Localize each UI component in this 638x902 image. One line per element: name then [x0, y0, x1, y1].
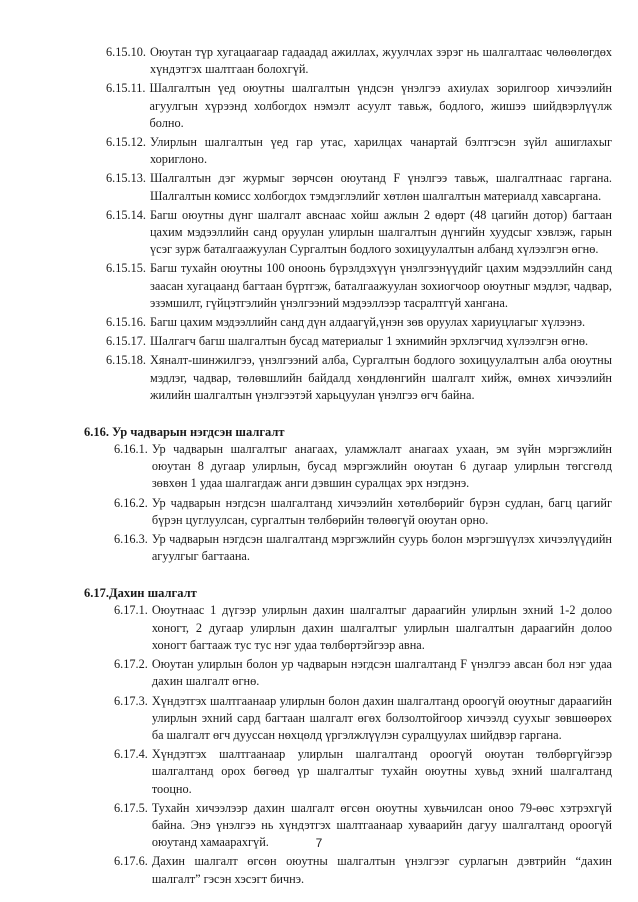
item-number: 6.16.2. [114, 495, 148, 510]
item-text: Оюутан улирлын болон ур чадварын нэгдсэн шалгалтанд F үнэлгээ авсан бол нэг удаа дахин шалгалт өгнө. [151, 657, 612, 689]
list-item [92, 746, 612, 798]
item-number: 6.17.6. [114, 854, 148, 869]
section-6-15-continued [92, 44, 612, 404]
item-text: Хүндэтгэх шалтгаанаар улирлын болон дахин шалгалтанд ороогүй оюутныг дараагийн улирлын эхний сард багтаан шалгалт өгөх болзолтойгоор хичээлд суухыг зөвшөөрөх ба шалгалт өгч дууссан нөхцөлд үргэлжлүүлэн суралцуулах шийдвэр гаргана. [151, 693, 612, 742]
item-number: 6.17.5. [114, 800, 148, 815]
item-text: Хяналт-шинжилгээ, үнэлгээний алба, Сургалтын бодлого зохицуулалтын алба оюутны мэдлэг, чадвар, төлөвшлийн байдалд хөндлөнгийн шалгалт хийж, өмнөх хичээлийн жилийн шалгалтын үнэлгээтэй харьцуулан үнэлгээ өгч байна. [149, 353, 612, 402]
list-item [92, 656, 612, 690]
section-gap [92, 406, 612, 424]
list-item [92, 495, 612, 529]
list-item [92, 693, 612, 745]
section-heading-6-16: 6.16. Ур чадварын нэгдсэн шалгалт [84, 425, 285, 440]
page-content [84, 44, 612, 890]
item-number: 6.17.3. [114, 693, 148, 708]
item-text: Шалгалтын дэг журмыг зөрчсөн оюутанд F үнэлгээ тавьж, шалгалтнаас гаргана. Шалгалтын комисс холбогдох тэмдэглэлийг хөтлөн шалгалтын материалд хавсаргана. [149, 171, 612, 203]
section-gap [92, 567, 612, 585]
item-number: 6.15.12. [106, 135, 146, 150]
item-text: Ур чадварын шалгалтыг анагаах, уламжлалт анагаах ухаан, эм зүйн мэргэжлийн оюутан 8 дугаар улирлын, бусад мэргэжлийн оюутан 6 дугаар улирлын төгсгөлд зөвхөн 1 удаа шалгагдаж анги дэвшин суралцах эрх нэгдэнэ. [151, 442, 612, 491]
item-number: 6.15.15. [106, 261, 146, 276]
list-item [92, 170, 612, 204]
item-text: Оюутнаас 1 дүгээр улирлын дахин шалгалтыг дараагийн улирлын эхний 1-2 долоо хоногт, 2 дугаар улирлын дахин шалгалтыг улирлын шалгалтын дараагийн долоо хоногт багтааж тус тус нэг удаа төлбөртэйгээр авна. [151, 603, 612, 652]
page-number: 7 [315, 836, 323, 850]
item-number: 6.15.16. [106, 315, 146, 330]
item-number: 6.15.13. [106, 171, 146, 186]
list-item [92, 260, 612, 312]
item-number: 6.17.1. [114, 603, 148, 618]
section-heading-6-17: 6.17.Дахин шалгалт [84, 586, 197, 601]
item-text: Багш цахим мэдээллийн санд дүн алдаагүй,үнэн зөв оруулах хариуцлагыг хүлээнэ. [149, 315, 586, 330]
item-number: 6.15.11. [106, 81, 146, 96]
item-number: 6.15.14. [106, 207, 146, 222]
item-number: 6.15.17. [106, 334, 146, 349]
section-6-16-list [92, 441, 612, 565]
item-number: 6.15.10. [106, 45, 146, 59]
item-text: Шалгагч багш шалгалтын бусад материалыг 1 эхнимийн эрхлэгчид хүлээлгэн өгнө. [149, 334, 589, 349]
item-number: 6.16.3. [114, 532, 148, 547]
list-item [92, 314, 612, 331]
item-text: Оюутан түр хугацаагаар гадаадад ажиллах, жуулчлах зэрэг нь шалгалтаас чөлөөлөгдөх хүндэтгэх шалтгаан болохгүй. [149, 45, 612, 77]
list-item [92, 207, 612, 259]
list-item [92, 333, 612, 350]
list-item [92, 352, 612, 404]
item-text: Улирлын шалгалтын үед гар утас, харилцах чанартай бэлтгэсэн зүйл ашиглахыг хориглоно. [149, 135, 612, 167]
list-item [92, 134, 612, 168]
item-text: Ур чадварын нэгдсэн шалгалтанд мэргэжлийн суурь болон мэргэшүүлэх хичээлүүдийн агуулгыг багтаана. [151, 532, 612, 564]
list-item [92, 602, 612, 654]
item-text: Дахин шалгалт өгсөн оюутны шалгалтын үнэлгээг сурлагын дэвтрийн “дахин шалгалт” гэсэн хэсэгт бичнэ. [151, 854, 612, 886]
item-number: 6.16.1. [114, 442, 148, 457]
list-item [92, 441, 612, 493]
list-item [92, 531, 612, 565]
list-item [92, 853, 612, 887]
item-text: Тухайн хичээлээр дахин шалгалт өгсөн оюутны хувьчилсан оноо 79-өөс хэтрэхгүй байна. Энэ үнэлгээ нь хүндэтгэх шалтгаанаар хуваарийн дагуу шалгалтанд ороогүй оюутанд хамаарахгүй. [151, 800, 612, 850]
list-item [92, 80, 612, 132]
item-number: 6.17.2. [114, 657, 148, 672]
item-text: Багш оюутны дүнг шалгалт авснаас хойш ажлын 2 өдөрт (48 цагийн дотор) багтаан цахим мэдээллийн санд оруулан улирлын шалгалтын дүнгийн хуудсыг хэвлэж, гарын үсэг зурж баталгаажуулан Сургалтын бодлого зохицуулалтын албанд хүлээлгэн өгнө. [149, 207, 612, 257]
item-text: Ур чадварын нэгдсэн шалгалтанд хичээлийн хөтөлбөрийг бүрэн судлан, багц цагийг бүрэн цуглуулсан, сургалтын төлбөрийн төлөөгүй оюутан орно. [151, 495, 612, 527]
item-text: Хүндэтгэх шалтгаанаар улирлын шалгалтанд ороогүй оюутан төлбөргүйгээр шалгалтанд орох бөгөөд үр шалгалтыг тухайн оюутны хувьд эхний шалгалтанд тооцно. [151, 747, 612, 796]
item-text: Шалгалтын үед оюутны шалгалтын үндсэн үнэлгээ ахиулах зорилгоор хичээлийн агуулгын хүрээнд холбогдох нэмэлт асуулт тавьж, бодлого, жишээ шийдвэрлүүлж болно. [149, 81, 612, 130]
item-text: Багш тухайн оюутны 100 оноонь бүрэлдэхүүн үнэлгээнүүдийг цахим мэдээллийн санд зааcан хугацаанд багтаан бүртгэж, баталгаажуулан зохиогчоор оюутныг мэдлэг, чадвар, эзэмшилт, гүйцэтгэлийн үнэлгээний мэдээллээр тасралтгүй хангана. [149, 261, 612, 310]
item-number: 6.15.18. [106, 353, 146, 368]
list-item [92, 44, 612, 78]
item-number: 6.17.4. [114, 747, 148, 762]
